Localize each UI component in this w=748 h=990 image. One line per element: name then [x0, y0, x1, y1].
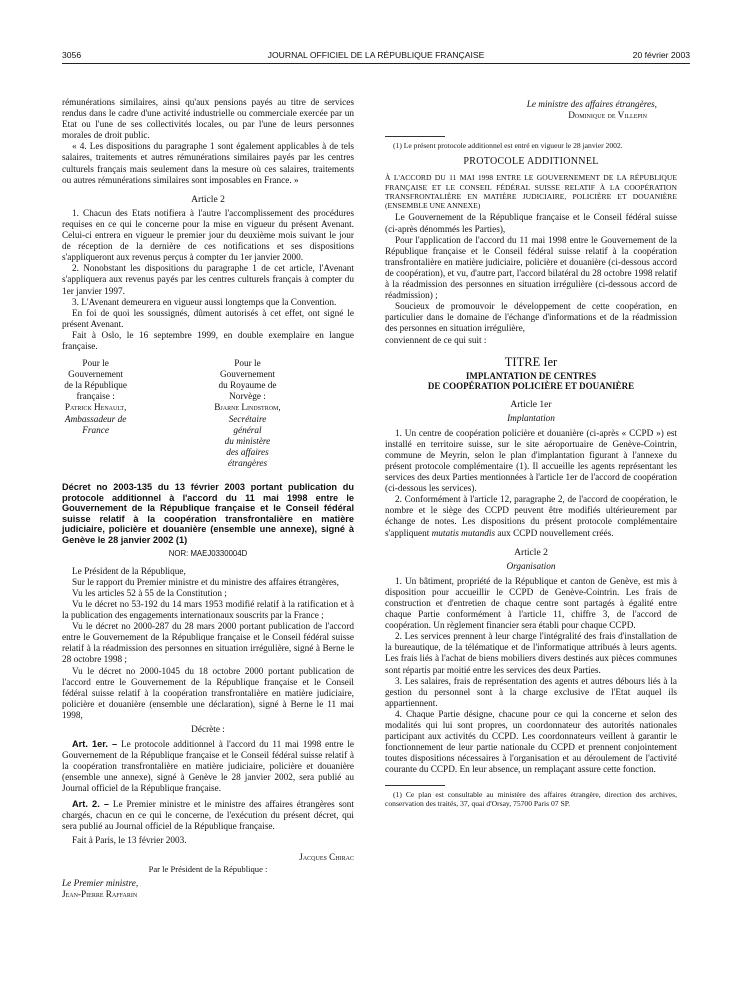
journal-title: JOURNAL OFFICIEL DE LA RÉPUBLIQUE FRANÇAISE — [267, 50, 485, 60]
paragraph: Fait à Oslo, le 16 septembre 1999, en double exemplaire en langue française. — [62, 330, 354, 352]
paragraph: 3. L'Avenant demeurera en vigueur aussi longtemps que la Convention. — [72, 297, 337, 308]
footnote-rule — [385, 136, 445, 137]
paragraph: Pour l'application de l'accord du 11 mai 1998 entre le Gouvernement de la République française et le Conseil fédéral suisse relatif à la coopération transfrontalière en matière judiciaire, policière et douanière (ci-dessous accord de coopération), et vu, d'autre part, l'accord bilatéral du 28 octobre 1998 relatif à la réadmission des personnes en situation irrégulière (ci-dessous accord de réadmission) ; — [385, 235, 677, 302]
article-text: Le protocole additionnel à l'accord du 11 mai 1998 entre le Gouvernement de la République française et le Conseil fédéral suisse relatif à la coopération transfrontalière en matière judiciaire, policière et douanière (ensemble une annexe), signé à Genève le 28 janvier 2002, sera publié au Journal officiel de la République française. — [62, 740, 355, 795]
paragraph: Fait à Paris, le 13 février 2003. — [72, 835, 187, 846]
text-run: 2. Conformément à l'article 12, paragraphe 2, de l'accord de coopération, le nombre et le siège des CCPD peuvent être modifiés ultérieurement par échange de notes. Les dispositions du présent protocole complémentaire s'appliquent — [385, 495, 677, 539]
signatory-role: du ministère — [224, 436, 271, 447]
signatory-name: Bjarne Lindstrom, — [214, 403, 281, 414]
protocol-title: PROTOCOLE ADDITIONNEL — [463, 156, 599, 168]
signature-block — [62, 359, 354, 470]
nor-reference: NOR: MAEJ0330004D — [168, 548, 248, 558]
ministre-title: Le ministre des affaires étrangères, — [526, 100, 657, 110]
signatory-chirac: Jacques Chirac — [299, 852, 354, 863]
article-label: Art. 1er. – — [72, 739, 118, 750]
paragraph: Vu le décret no 2000-1045 du 18 octobre 2000 portant publication de l'accord entre le Gouvernement de la République française et le Conseil fédéral suisse relatif à la coopération transfrontalière en matière judiciaire, policière et douanière (ensemble une déclaration), signé à Berne le 11 mai 1998, — [62, 666, 354, 721]
article-label: Art. 2. – — [72, 798, 110, 809]
signature-line: de la République française : — [64, 381, 127, 403]
signatory-role: des affaires étrangères — [226, 447, 269, 469]
decree-article-2 — [62, 799, 354, 833]
paragraph: Soucieux de promouvoir le développement de cette coopération, en particulier dans le domaine de l'échange d'informations et de la réadmission des personnes en situation irrégulière, — [385, 302, 677, 335]
protocol-heading: À L'ACCORD DU 11 MAI 1998 ENTRE LE GOUVERNEMENT DE LA RÉPUBLIQUE FRANÇAISE ET LE CONSEIL FÉDÉRAL SUISSE RELATIF À LA COOPÉRATION TRANSFRONTALIÈRE EN MATIÈRE JUDICIAIRE, POLICIÈRE ET DOUANIÈRE (ENSEMBLE UNE ANNEXE) — [385, 173, 677, 211]
signature-line: du Royaume de Norvège : — [218, 381, 277, 403]
paragraph: Le Gouvernement de la République française et le Conseil fédéral suisse (ci-après dénommés les Parties), — [385, 213, 677, 235]
header-rule — [62, 63, 690, 64]
footnote: (1) Ce plan est consultable au ministère des affaires étrangère, direction des archives, conservation des traités, 37, quai d'Orsay, 75700 Paris 07 SP. — [385, 789, 677, 808]
paragraph: 1. Chacun des Etats notifiera à l'autre l'accomplissement des procédures requises en ce qui le concerne pour la mise en vigueur du présent Avenant. Celui-ci entrera en vigueur le premier jour du deuxième mois suivant le jour de réception de la dernière de ces notifications et ses dispositions s'appliqueront aux revenus perçus à compter du 1er janvier 2000. — [62, 208, 354, 264]
paragraph: 1. Un bâtiment, propriété de la République et canton de Genève, est mis à disposition pour accueillir le CCPD de Genève-Cointrin. Les frais de construction et d'entretien de chaque centre sont partagés à égalité entre chaque Partie conformément à l'article 11, chiffre 3, de l'accord de coopération. Un règlement financier sera établi pour chaque CCPD. — [385, 576, 677, 632]
signatory-name: Patrick Henault, — [64, 403, 127, 414]
footnote: (1) Le présent protocole additionnel est entré en vigueur le 28 janvier 2002. — [393, 141, 623, 151]
article-subheading: Organisation — [506, 561, 556, 572]
paragraph: rémunérations similaires, ainsi qu'aux pensions payés au titre de services rendus dans le cadre d'une activité industrielle ou commerciale exercée par un Etat ou l'une de ses collectivités locales, ou par l'une de leurs personnes morales de droit public. — [62, 98, 354, 142]
signature-line: Pour le Gouvernement — [219, 359, 275, 381]
page-number: 3056 — [62, 50, 82, 60]
issue-date: 20 février 2003 — [632, 50, 690, 60]
paragraph: 1. Un centre de coopération policière et douanière (ci-après « CCPD ») est installé en territoire suisse, sur le site aéroportuaire de Genève-Cointrin, commune de Meyrin, selon le plan d'implantation figurant à l'annexe du présent protocole complémentaire (1). Il accueille les agents représentant les services des deux Parties mentionnées à l'article 1er de l'accord de coopération (ci-dessous les services). — [385, 428, 677, 495]
titre-subheading: DE COOPÉRATION POLICIÈRE ET DOUANIÈRE — [427, 381, 635, 392]
paragraph: 2. Nonobstant les dispositions du paragraphe 1 de cet article, l'Avenant s'appliquera aux revenus payés par les centres culturels français à compter du 1er janvier 1997. — [62, 264, 354, 297]
decrete-heading: Décrète : — [191, 724, 225, 735]
page-header — [62, 50, 690, 64]
paragraph: Vu le décret no 2000-287 du 28 mars 2000 portant publication de l'accord entre le Gouvernement de la République française et le Conseil fédéral suisse relatif à la réadmission des personnes en situation irrégulière, signé à Berne le 28 octobre 1998 ; — [62, 622, 354, 666]
signatory-raffarin: Jean-Pierre Raffarin — [62, 890, 138, 901]
paragraph: En foi de quoi les soussignés, dûment autorisés à cet effet, ont signé le présent Avenant. — [62, 308, 354, 330]
paragraph: conviennent de ce qui suit : — [385, 335, 487, 346]
article-heading: Article 1er — [510, 398, 552, 410]
right-column — [385, 100, 677, 808]
titre-heading: TITRE Ier — [504, 354, 558, 369]
article-subheading: Implantation — [507, 413, 555, 424]
par-le-president: Par le Président de la République : — [148, 864, 268, 874]
signature-france — [62, 359, 202, 470]
signatory-villepin: Dominique de Villepin — [568, 111, 647, 122]
premier-ministre: Le Premier ministre, — [62, 879, 139, 890]
article-heading: Article 2 — [514, 546, 548, 558]
paragraph: Le Président de la République, — [72, 566, 186, 577]
footnote-rule — [385, 785, 445, 786]
text-run-italic: mutatis mutandis — [431, 528, 496, 539]
paragraph: « 4. Les dispositions du paragraphe 1 sont également applicables à de tels salaires, traitements et autres rémunérations similaires payés par les centres culturels français mais seulement dans la mesure où ces salaires, traitements ou autres rémunérations similaires sont imposables en France. » — [62, 142, 354, 186]
article-heading: Article 2 — [191, 193, 225, 205]
paragraph: 4. Chaque Partie désigne, chacune pour ce qui la concerne et selon des modalités qui lui sont propres, un coordonnateur des autorités nationales participant aux activités du CCPD. Les coordonnateurs veillent à garantir le fonctionnement de leur partie nationale du CCPD et prennent conjointement toutes dispositions nécessaires à l'organisation et au déroulement de l'activité courante du CCPD. En leur absence, un remplaçant assure cette fonction. — [385, 709, 677, 776]
paragraph: Vu les articles 52 à 55 de la Constitution ; — [72, 588, 227, 599]
decree-article-1 — [62, 739, 354, 795]
paragraph: Vu le décret no 53-192 du 14 mars 1953 modifié relatif à la ratification et à la publication des engagements internationaux souscrits par la France ; — [62, 599, 354, 622]
paragraph: 2. Les services prennent à leur charge l'intégralité des frais d'installation de la bureautique, de la télématique et de l'informatique attribués à leurs agents. Les frais liés à l'achat de biens mobiliers divers destinés aux pièces communes sont répartis par moitié entre les services des deux Parties. — [385, 632, 677, 676]
paragraph: Sur le rapport du Premier ministre et du ministre des affaires étrangères, — [72, 577, 339, 588]
left-column — [62, 98, 354, 901]
article-text: Le Premier ministre et le ministre des affaires étrangères sont chargés, chacun en ce qui le concerne, de l'exécution du présent décret, qui sera publié au Journal officiel de la République française. — [62, 799, 354, 832]
signature-line: Pour le Gouvernement — [68, 359, 124, 381]
signatory-role: Secrétaire général — [228, 414, 267, 436]
signature-norway — [214, 359, 354, 470]
paragraph — [385, 495, 677, 539]
paragraph: 3. Les salaires, frais de représentation des agents et autres débours liés à la gestion du personnel sont à la charge exclusive de l'Etat auquel ils appartiennent. — [385, 676, 677, 709]
decree-title: Décret no 2003-135 du 13 février 2003 portant publication du protocole additionnel à l'accord du 11 mai 1998 entre le Gouvernement de la République française et le Conseil fédéral suisse relatif à la coopération transfrontalière en matière judiciaire, policière et douanière (ensemble une annexe), signé à Genève le 28 janvier 2002 (1) — [62, 482, 354, 545]
text-run: aux CCPD nouvellement créés. — [495, 528, 614, 539]
signatory-role: Ambassadeur de France — [64, 414, 127, 436]
titre-subheading: IMPLANTATION DE CENTRES — [465, 370, 597, 381]
